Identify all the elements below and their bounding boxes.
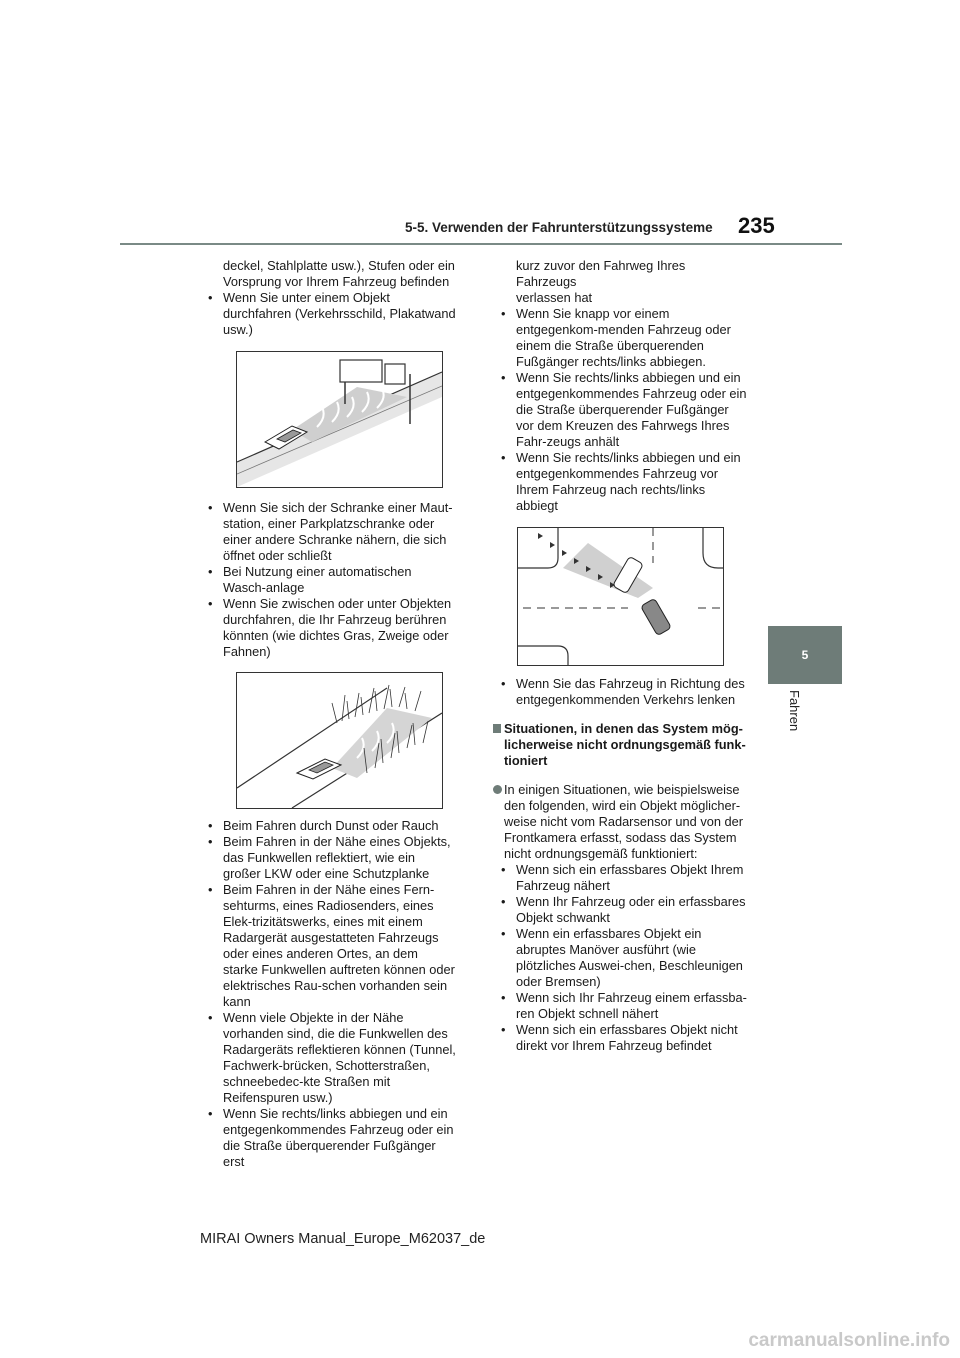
bullet-item: • Beim Fahren in der Nähe eines Objekts, das Funkwellen reflektiert, wie ein großer LKW oder eine Schutzplanke: [200, 834, 456, 882]
body-paragraph: In einigen Situationen, wie beispielsweise den folgenden, wird ein Objekt möglicher-weise nicht vom Radarsensor und von der Frontkamera erfasst, sodass das System nicht ordnungsgemäß funktioniert:: [493, 782, 749, 862]
bullet-item: • Wenn Sie rechts/links abbiegen und ein entgegenkommendes Fahrzeug oder ein die Straße überquerender Fußgänger erst: [200, 1106, 456, 1170]
figure-grass-branches: [236, 672, 443, 809]
continued-text: Vorsprung vor Ihrem Fahrzeug befinden: [223, 274, 450, 289]
bullet-item: • Wenn Sie das Fahrzeug in Richtung des entgegenkommenden Verkehrs lenken: [493, 676, 749, 708]
continued-text: deckel, Stahlplatte usw.), Stufen oder ein: [223, 258, 455, 273]
bullet-item: • Wenn Sie sich der Schranke einer Maut-station, einer Parkplatzschranke oder einer andere Schranke nähern, die sich öffnet oder schließt: [200, 500, 456, 564]
car-icon: [641, 598, 672, 635]
continued-text: kurz zuvor den Fahrweg Ihres Fahrzeugs: [516, 258, 686, 289]
bullet-item: • Wenn ein erfassbares Objekt ein abruptes Manöver ausführt (wie plötzliches Auswei-chen, Beschleunigen oder Bremsen): [493, 926, 749, 990]
bullet-item: • Wenn sich Ihr Fahrzeug einem erfassba-ren Objekt schnell nähert: [493, 990, 749, 1022]
overhead-sign-right: [385, 364, 405, 384]
radar-beam: [332, 708, 432, 778]
bullet-item: • Wenn Sie unter einem Objekt durchfahren (Verkehrsschild, Plakatwand usw.): [200, 290, 456, 338]
bullet-item: • Wenn Ihr Fahrzeug oder ein erfassbares Objekt schwankt: [493, 894, 749, 926]
figure-intersection: [517, 527, 724, 666]
section-header-title: 5-5. Verwenden der Fahrunterstützungssysteme: [405, 220, 713, 235]
page-number: 235: [738, 213, 775, 238]
bullet-item: • Wenn sich ein erfassbares Objekt nicht direkt vor Ihrem Fahrzeug befindet: [493, 1022, 749, 1054]
intersection-illustration: [518, 528, 723, 665]
chapter-number: 5: [801, 648, 809, 662]
bullet-item: • Wenn Sie rechts/links abbiegen und ein entgegenkommendes Fahrzeug oder ein die Straße überquerender Fußgänger vor dem Kreuzen des Fahrwegs Ihres Fahr-zeugs anhält: [493, 370, 749, 450]
bullet-item: • Beim Fahren in der Nähe eines Fern-sehturms, eines Radiosenders, eines Elek-trizitätswerks, eines mit einem Radargerät ausgestatteten Fahrzeugs oder eines anderen Ortes, an dem starke Funkwellen auftreten können oder elektrisches Rau-schen vorhanden sein kann: [200, 882, 456, 1010]
car-icon: [297, 759, 341, 779]
overhead-sign-left: [340, 360, 382, 382]
bullet-item: • Wenn Sie rechts/links abbiegen und ein entgegenkommendes Fahrzeug vor Ihrem Fahrzeug nach rechts/links abbiegt: [493, 450, 749, 514]
chapter-label: Fahren: [787, 690, 802, 732]
left-column: [200, 258, 456, 1170]
bullet-item: • Beim Fahren durch Dunst oder Rauch: [200, 818, 456, 834]
grass-branches-illustration: [237, 673, 442, 808]
chapter-tab: [768, 626, 842, 684]
continued-text: verlassen hat: [516, 290, 593, 305]
overhead-sign-illustration: [237, 352, 442, 487]
road-surface: [237, 372, 442, 487]
header-rule: [120, 243, 842, 245]
bullet-item: • Wenn Sie knapp vor einem entgegenkom-menden Fahrzeug oder einem die Straße überquerenden Fußgänger rechts/links abbiegen.: [493, 306, 749, 370]
right-column: [493, 258, 749, 1054]
bullet-item: • Wenn viele Objekte in der Nähe vorhanden sind, die die Funkwellen des Radargeräts reflektieren können (Tunnel, Fachwerk-brücken, Schotterstraßen, schneebedec-kte Straßen mit Reifenspuren usw.): [200, 1010, 456, 1106]
bullet-item: • Bei Nutzung einer automatischen Wasch-anlage: [200, 564, 456, 596]
bullet-item: • Wenn sich ein erfassbares Objekt Ihrem Fahrzeug nähert: [493, 862, 749, 894]
bullet-item: • Wenn Sie zwischen oder unter Objekten durchfahren, die Ihr Fahrzeug berühren könnten (wie dichtes Gras, Zweige oder Fahnen): [200, 596, 456, 660]
figure-overhead-sign: [236, 351, 443, 488]
footer-manual-id: MIRAI Owners Manual_Europe_M62037_de: [200, 1231, 486, 1247]
section-heading: Situationen, in denen das System mög-licherweise nicht ordnungsgemäß funk-tioniert: [493, 721, 749, 769]
watermark: carmanualsonline.info: [748, 1330, 950, 1351]
